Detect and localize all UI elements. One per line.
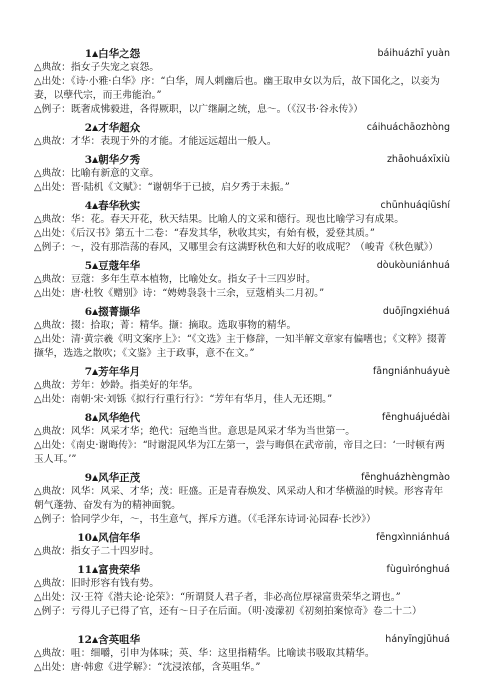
triangle-icon: ▲ (92, 260, 99, 270)
entry-heading (34, 258, 450, 273)
triangle-icon: ▲ (92, 564, 99, 574)
entry-pinyin: cáihuáchāozhòng (366, 122, 450, 133)
entry-number: 9 (84, 472, 92, 484)
entry-pinyin: fēngxìnniánhuá (376, 532, 450, 543)
entry-pinyin: zhāohuáxīxiù (386, 154, 450, 165)
entry-gap (34, 622, 450, 632)
triangle-icon: ▲ (92, 634, 99, 644)
entry-pinyin: chūnhuáqiūshí (380, 200, 450, 211)
idiom-entry (34, 120, 450, 149)
entry-pinyin: báihuázhī yuàn (377, 48, 450, 59)
entry-title: 风信年华 (98, 532, 141, 544)
entry-line: △出处：清·黄宗羲《明文案序上》：“《文选》主于修辞，一知半解文章家有偏嗜也；《文粹》掇菁撷华，选选之散吹；《文鉴》主于政事，意不在文。” (34, 334, 447, 359)
entry-pinyin: fēnghuázhèngmào (361, 472, 450, 483)
entry-number: 5 (84, 260, 92, 272)
entry-number: 6 (84, 306, 92, 318)
entry-number: 4 (84, 200, 92, 212)
entry-pinyin: fāngniánhuáyuè (372, 366, 450, 377)
entry-line: △出处：《后汉书》第五十二卷：“春发其华，秋收其实，有始有极，爱登其质。” (34, 228, 375, 239)
entry-heading (34, 304, 450, 319)
entry-title: 豆蔻年华 (98, 260, 141, 272)
entry-heading (34, 46, 450, 61)
entry-line: △例子：～，没有那浩荡的春风，又哪里会有这满野秋色和大好的收成呢？（峻青《秋色赋》） (34, 242, 439, 253)
triangle-icon: ▲ (92, 200, 99, 210)
idiom-entry (34, 46, 450, 117)
triangle-icon: ▲ (92, 472, 99, 482)
idiom-entry (34, 304, 450, 361)
triangle-icon: ▲ (92, 122, 99, 132)
entry-line: △出处：晋·陆机《文赋》：“谢朝华于已披，启夕秀于未振。” (34, 182, 290, 193)
triangle-icon: ▲ (92, 154, 99, 164)
entry-line: △典故：豆蔻：多年生草本植物，比喻处女。指女子十三四岁时。 (34, 274, 316, 285)
entry-number: 10 (77, 532, 92, 544)
entry-line: △例子：恰同学少年，～，书生意气，挥斥方遒。（《毛泽东诗词·沁园春·长沙》） (34, 514, 376, 525)
triangle-icon: ▲ (92, 366, 99, 376)
entry-line: △典故：咀：细嚼，引申为体味；英、华：这里指精华。比喻读书吸取其精华。 (34, 648, 375, 659)
idiom-entry (34, 530, 450, 559)
entry-heading (34, 530, 450, 545)
entry-number: 11 (77, 564, 92, 576)
entry-line: △典故：华：花。春天开花，秋天结果。比喻人的文采和德行。现也比喻学习有成果。 (34, 214, 405, 225)
entry-heading (34, 198, 450, 213)
entry-heading (34, 632, 450, 647)
entry-heading (34, 562, 450, 577)
entry-line: △典故：风华：风采、才华；茂：旺盛。正是青春焕发、风采动人和才华横溢的时候。形容青年朝气蓬勃、奋发有为的精神面貌。 (34, 486, 444, 511)
entry-number: 1 (84, 48, 92, 60)
entry-heading (34, 410, 450, 425)
entry-line: △典故：掇：拾取；菁：精华。撷：摘取。选取事物的精华。 (34, 320, 297, 331)
entry-title: 朝华夕秀 (98, 154, 141, 166)
entry-heading (34, 364, 450, 379)
entry-title: 富贵荣华 (98, 564, 141, 576)
entry-number: 2 (84, 122, 92, 134)
idiom-entry (34, 364, 450, 407)
entry-line: △出处：汉·王符《潜夫论·论荣》：“所谓贤人君子者，非必高位厚禄富贵荣华之谓也。” (34, 592, 401, 603)
entry-title: 才华超众 (98, 122, 141, 134)
entry-line: △例子：既奢成怫毅进，各得厥职，以广继嗣之统，息～。（《汉书·谷永传》） (34, 104, 364, 115)
entry-line: △典故：才华：表现于外的才能。才能远远超出一般人。 (34, 136, 277, 147)
idiom-entry (34, 632, 450, 675)
entry-heading (34, 470, 450, 485)
entry-pinyin: duōjīngxiéhuá (382, 306, 450, 317)
entry-line: △典故：风华：风采才华；绝代：冠绝当世。意思是风采才华为当世第一。 (34, 426, 356, 437)
entry-line: △出处：南朝·宋·刘铄《拟行行重行行》：“芳年有华月，佳人无还期。” (34, 394, 333, 405)
entry-heading (34, 152, 450, 167)
entry-heading (34, 120, 450, 135)
idiom-entry (34, 198, 450, 255)
entry-title: 春华秋实 (98, 200, 141, 212)
entry-line: △典故：指女子失宠之哀怨。 (34, 62, 160, 73)
entry-line: △出处：《诗·小雅·白华》序：“白华，周人刺幽后也。幽王取申女以为后，故下国化之，以妾为妻，以孽代宗，而王弗能治。” (34, 76, 440, 101)
entry-pinyin: fùguìrónghuá (386, 564, 450, 575)
entry-pinyin: hányīngjǔhuá (385, 634, 450, 645)
idiom-entry (34, 410, 450, 467)
triangle-icon: ▲ (92, 306, 99, 316)
entry-line: △出处：唐·杜牧《赠别》诗：“娉娉袅袅十三余，豆蔻梢头二月初。” (34, 288, 325, 299)
entry-pinyin: dòukòuniánhuá (376, 260, 450, 271)
entry-number: 7 (84, 366, 92, 378)
entry-number: 8 (84, 412, 92, 424)
entry-line: △例子：亏得儿子已得了官，还有～日子在后面。（明·凌濛初《初刻拍案惊奇》卷二十二） (34, 606, 422, 617)
idiom-entry (34, 470, 450, 527)
entry-line: △典故：比喻有新意的文章。 (34, 168, 160, 179)
entry-title: 掇菁撷华 (98, 306, 141, 318)
entry-title: 风华绝代 (98, 412, 141, 424)
entry-pinyin: fēnghuájuédài (381, 412, 450, 423)
idiom-entry (34, 258, 450, 301)
triangle-icon: ▲ (92, 412, 99, 422)
entry-line: △出处：唐·韩愈《进学解》：“沈浸浓郁，含英咀华。” (34, 662, 261, 673)
entry-title: 芳年华月 (98, 366, 141, 378)
entry-line: △典故：芳年：妙龄。指美好的年华。 (34, 380, 199, 391)
entry-number: 12 (77, 634, 92, 646)
triangle-icon: ▲ (92, 532, 99, 542)
entry-title: 白华之怨 (98, 48, 141, 60)
entry-title: 风华正茂 (98, 472, 141, 484)
triangle-icon: ▲ (92, 48, 99, 58)
entry-line: △出处：《南史·谢晦传》：“时谢混风华为江左第一，尝与晦俱在武帝前，帝目之曰：‘一时顿有两玉人耳。’” (34, 440, 445, 465)
idiom-entry (34, 152, 450, 195)
entry-line: △典故：旧时形容有钱有势。 (34, 578, 160, 589)
entry-line: △典故：指女子二十四岁时。 (34, 546, 160, 557)
entry-title: 含英咀华 (98, 634, 141, 646)
entry-number: 3 (84, 154, 92, 166)
idiom-entry (34, 562, 450, 619)
